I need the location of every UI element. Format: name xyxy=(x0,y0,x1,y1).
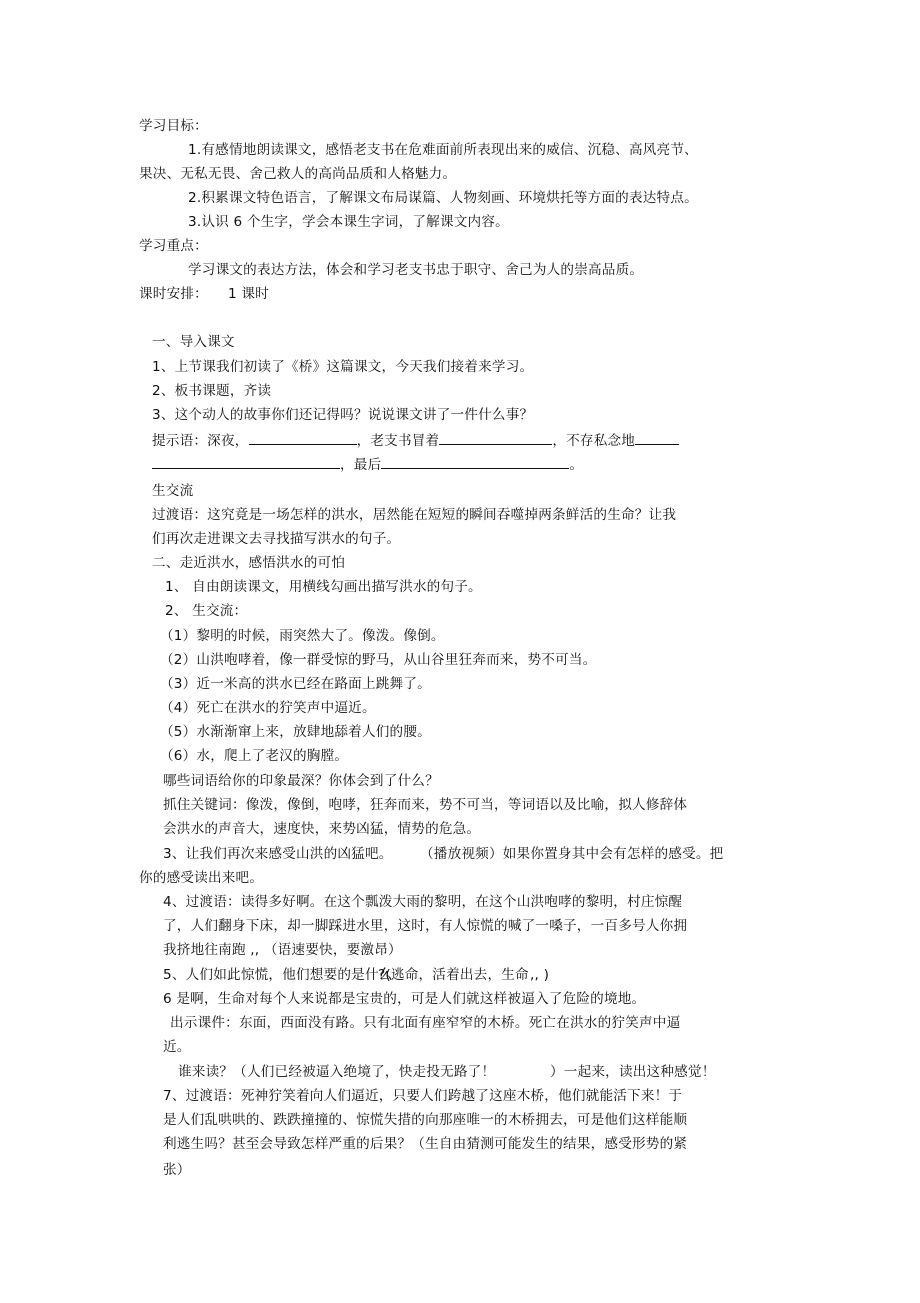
step5-part-a: 5、人们如此惊慌，他们想要的是什么 xyxy=(163,967,393,983)
section1-heading: 一、导入课文 xyxy=(152,334,235,350)
who-reads-part-b: ）一起来，读出这种感觉！ xyxy=(550,1064,716,1080)
who-reads-part-a: 谁来读？（人们已经被逼入绝境了，快走投无路了！ xyxy=(178,1064,496,1080)
keywords-line1: 抓住关键词：像泼，像倒，咆哮，狂奔而来，势不可当，等词语以及比喻，拟人修辞体 xyxy=(163,797,688,813)
student-share: 生交流 xyxy=(152,483,194,499)
prompt-line1 xyxy=(152,430,679,450)
step3-line2: 你的感受读出来吧。 xyxy=(139,870,264,886)
step4-line3: 我挤地往南跑 ,, （语速要快，要激昂） xyxy=(163,942,402,958)
flood-sentence: （2）山洪咆哮着，像一群受惊的野马，从山谷里狂奔而来，势不可当。 xyxy=(160,652,597,668)
section2-step1: 1、 自由朗读课文，用横线勾画出描写洪水的句子。 xyxy=(165,579,482,595)
section1-step1: 1、上节课我们初读了《桥》这篇课文，今天我们接着来学习。 xyxy=(152,359,534,375)
objective-1-line1: 1.有感情地朗读课文，感悟老支书在危难面前所表现出来的威信、沉稳、高风亮节、 xyxy=(188,142,698,158)
section2-heading: 二、走近洪水，感悟洪水的可怕 xyxy=(152,555,346,571)
step6: 6 是啊，生命对每个人来说都是宝贵的，可是人们就这样被逼入了危险的境地。 xyxy=(163,991,646,1007)
flood-sentence: （3）近一米高的洪水已经在路面上跳舞了。 xyxy=(160,676,431,692)
prompt-text-a: 提示语：深夜， xyxy=(152,433,249,449)
step7-line1: 7、过渡语：死神狞笑着向人们逼近，只要人们跨越了这座木桥，他们就能活下来！于 xyxy=(163,1088,683,1104)
step4-line1: 4、过渡语：读得多好啊。在这个瓢泼大雨的黎明，在这个山洪咆哮的黎明，村庄惊醒 xyxy=(163,894,683,910)
fill-blank-2 xyxy=(439,430,552,445)
step7-line4: 张） xyxy=(163,1162,191,1178)
keywords-line2: 会洪水的声音大，速度快，来势凶猛，情势的危急。 xyxy=(163,821,481,837)
focus-text: 学习课文的表达方法，体会和学习老支书忠于职守、舍己为人的崇高品质。 xyxy=(188,262,644,278)
transition-line2: 们再次走进课文去寻找描写洪水的句子。 xyxy=(152,531,401,547)
objective-1-line2: 果决、无私无畏、舍己救人的高尚品质和人格魅力。 xyxy=(139,166,457,182)
flood-sentence: （4）死亡在洪水的狞笑声中逼近。 xyxy=(160,700,376,716)
section1-step3: 3、这个动人的故事你们还记得吗？说说课文讲了一件什么事？ xyxy=(152,407,534,423)
prompt-text-b: ，老支书冒着 xyxy=(356,433,440,449)
transition-line1: 过渡语：这究竟是一场怎样的洪水，居然能在短短的瞬间吞噬掉两条鲜活的生命？让我 xyxy=(152,507,677,523)
section2-step2: 2、 生交流： xyxy=(165,603,248,619)
objective-3: 3.认识 6 个生字，学会本课生字词，了解课文内容。 xyxy=(188,214,509,230)
fill-blank-4 xyxy=(152,454,340,469)
step7-line3: 利逃生吗？甚至会导致怎样严重的后果？（生自由猜测可能发生的结果，感受形势的紧 xyxy=(163,1136,688,1152)
courseware-line2: 近。 xyxy=(163,1039,191,1055)
step4-line2: 了，人们翻身下床，却一脚踩进水里，这时，有人惊慌的喊了一嗓子，一百多号人你拥 xyxy=(163,918,688,934)
objective-2: 2.积累课文特色语言，了解课文布局谋篇、人物刻画、环境烘托等方面的表达特点。 xyxy=(188,190,698,206)
step5-part-c: ,, ) xyxy=(530,967,550,983)
fill-blank-5 xyxy=(381,454,569,469)
flood-sentence: （6）水，爬上了老汉的胸膛。 xyxy=(160,748,349,764)
schedule-value: 1 课时 xyxy=(228,286,269,302)
question: 哪些词语给你的印象最深？你体会到了什么？ xyxy=(163,773,439,789)
step3-part-a: 3、让我们再次来感受山洪的凶猛吧。 xyxy=(163,846,393,862)
prompt-line2 xyxy=(152,454,583,474)
step3-part-b: （播放视频）如果你置身其中会有怎样的感受。把 xyxy=(420,846,724,862)
flood-sentence: （5）水渐渐窜上来，放肆地舔着人们的腰。 xyxy=(160,724,431,740)
focus-heading: 学习重点： xyxy=(139,238,208,254)
prompt-text-e: 。 xyxy=(569,457,584,473)
prompt-text-d: ，最后 xyxy=(340,457,382,473)
flood-sentence: （1）黎明的时候，雨突然大了。像泼。像倒。 xyxy=(160,628,445,644)
section1-step2: 2、板书课题，齐读 xyxy=(152,383,272,399)
courseware-line1: 出示课件：东面，西面没有路。只有北面有座窄窄的木桥。死亡在洪水的狞笑声中逼 xyxy=(170,1015,681,1031)
step7-line2: 是人们乱哄哄的、跌跌撞撞的、惊慌失措的向那座唯一的木桥拥去，可是他们这样能顺 xyxy=(163,1112,688,1128)
fill-blank-1 xyxy=(249,430,357,445)
schedule-label: 课时安排： xyxy=(139,286,208,302)
step5-part-b: ?(逃命，活着出去，生命 xyxy=(378,967,529,983)
fill-blank-3 xyxy=(635,430,679,445)
objectives-heading: 学习目标： xyxy=(139,118,208,134)
prompt-text-c: ，不存私念地 xyxy=(552,433,636,449)
